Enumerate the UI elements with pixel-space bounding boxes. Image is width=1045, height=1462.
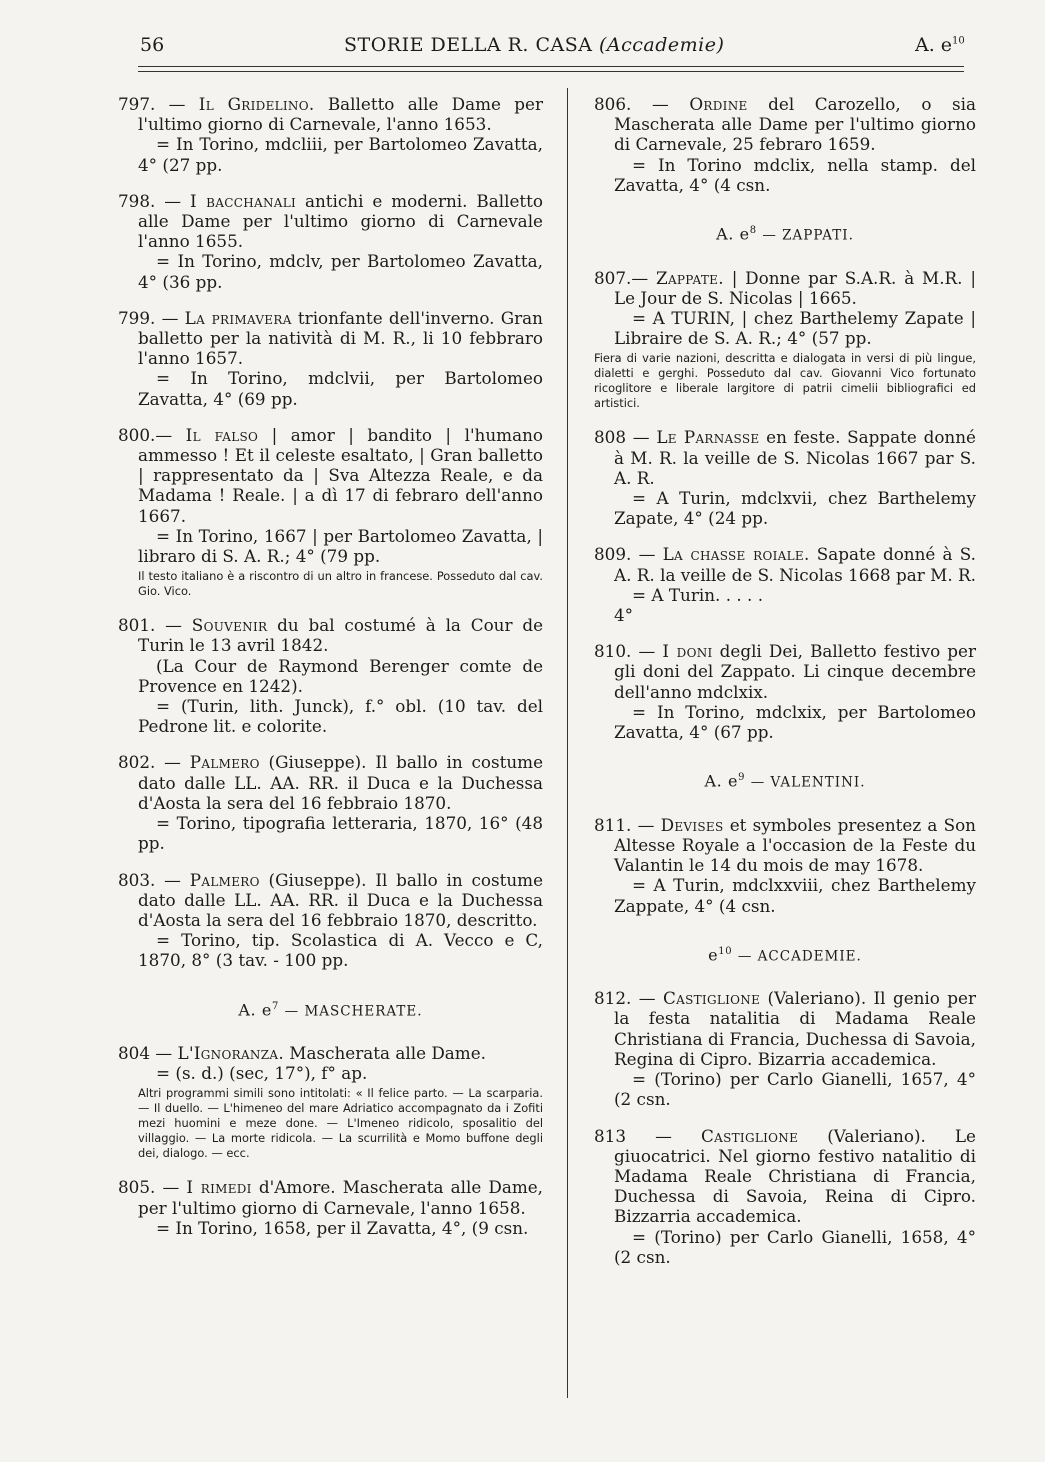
entry-number: 807.—	[594, 267, 649, 288]
entry-body	[594, 1126, 976, 1227]
entry-text: et symboles presentez a Son Altesse Royale a l'occasion de la Feste du Valantin le 14 du mois de may 1678.	[614, 814, 976, 876]
bibliography-entry	[594, 1126, 976, 1267]
entry-body	[118, 425, 543, 526]
running-title-italic: (Accademie)	[599, 34, 725, 56]
entry-lead-title: Le Parnasse	[656, 427, 760, 448]
entry-number: 805. —	[118, 1177, 180, 1198]
entry-text: (Giuseppe). Il ballo in costume dato dalle LL. AA. RR. il Duca e la Duchessa d'Aosta la sera del 16 febbraio 1870.	[138, 752, 544, 813]
entry-body	[594, 641, 976, 702]
left-column	[118, 94, 543, 1254]
entry-imprint: = In Torino mdclix, nella stamp. del Zavatta, 4° (4 csn.	[614, 154, 976, 195]
entry-body	[118, 308, 543, 369]
entry-lead-title: Il falso	[185, 424, 259, 445]
entry-imprint: = A Turin, mdclxxviii, chez Barthelemy Zappate, 4° (4 csn.	[614, 875, 976, 916]
running-section-label: A. e	[915, 34, 953, 56]
entry-body	[118, 752, 543, 813]
entry-body	[594, 815, 976, 876]
running-title-main: STORIE DELLA R. CASA	[344, 34, 593, 56]
section-sup: 8	[749, 225, 757, 237]
page-number: 56	[140, 34, 165, 56]
entry-body	[118, 1043, 543, 1063]
entry-text: Balletto alle Dame per l'ultimo giorno di Carnevale, l'anno 1653.	[138, 94, 543, 135]
entry-body	[594, 94, 976, 155]
entry-extra: 4°	[614, 604, 634, 625]
bibliography-entry	[594, 268, 976, 412]
bibliography-entry	[118, 1043, 543, 1161]
section-name: — ACCADEMIE.	[737, 948, 862, 965]
entry-imprint: = (Torino) per Carlo Gianelli, 1657, 4° (2 csn.	[614, 1069, 976, 1110]
entry-text: (Valeriano). Le giuocatrici. Nel giorno festivo natalitio di Madama Reale Christiana di Francia, Duchessa di Savoia, Reina di Cipro. Bizzarria accademica.	[614, 1125, 976, 1227]
entry-lead-title: Souvenir	[191, 615, 268, 636]
right-column	[594, 94, 976, 1283]
entry-number: 802. —	[118, 752, 181, 773]
left-entries-b	[118, 1043, 543, 1238]
entry-lead-title: Castiglione	[700, 1125, 799, 1146]
left-entries-a	[118, 94, 543, 971]
section-sup: 9	[738, 772, 746, 784]
entry-text: degli Dei, Balletto festivo per gli doni del Zappato. Li cinque decembre dell'anno mdclxix.	[614, 641, 976, 702]
bibliography-entry	[594, 544, 976, 625]
entry-text: Mascherata alle Dame.	[283, 1043, 486, 1064]
running-header	[0, 26, 1045, 66]
right-entries-c	[594, 815, 976, 916]
bibliography-entry	[118, 308, 543, 409]
section-label: A. e	[238, 999, 273, 1019]
entry-imprint: = In Torino, mdclvii, per Bartolomeo Zavatta, 4° (69 pp.	[138, 368, 543, 409]
entry-body	[118, 1177, 543, 1217]
entry-text: d'Amore. Mascherata alle Dame, per l'ultimo giorno di Carnevale, l'anno 1658.	[138, 1177, 544, 1218]
entry-body	[118, 94, 543, 134]
entry-number: 810. —	[594, 641, 656, 662]
running-section-sup: 10	[952, 35, 965, 47]
entry-imprint: = (Turin, lith. Junck), f.° obl. (10 tav. del Pedrone lit. e colorite.	[138, 696, 543, 737]
bibliography-entry	[118, 870, 543, 971]
entry-number: 800.—	[118, 424, 173, 445]
entry-text: trionfante dell'inverno. Gran balletto per la natività di M. R., li 10 febbraro l'anno 1657.	[138, 307, 543, 369]
running-section	[915, 34, 965, 56]
entry-body	[118, 870, 543, 931]
entry-lead-title: La chasse roiale.	[662, 544, 810, 565]
entry-imprint: = Torino, tip. Scolastica di A. Vecco e C, 1870, 8° (3 tav. - 100 pp.	[138, 930, 543, 971]
bibliography-entry	[118, 752, 543, 853]
entry-text: (Giuseppe). Il ballo in costume dato dalle LL. AA. RR. il Duca e la Duchessa d'Aosta la sera del 16 febbraio 1870, descritto.	[138, 869, 544, 930]
entry-text: | Donne par S.A.R. à M.R. | Le Jour de S. Nicolas | 1665.	[614, 267, 976, 308]
entry-text: del Carozello, o sia Mascherata alle Dame per l'ultimo giorno di Carnevale, 25 febraro 1659.	[614, 94, 976, 155]
entry-number: 797. —	[118, 94, 186, 114]
entry-body	[594, 268, 976, 308]
bibliography-entry	[594, 427, 976, 528]
bibliography-entry	[118, 1177, 543, 1238]
bibliography-entry	[594, 94, 976, 195]
entry-number: 808 —	[594, 427, 650, 448]
section-label: A. e	[716, 224, 750, 244]
entry-note: Altri programmi simili sono intitolati: « Il felice parto. — La scarparia. — Il duello. — L'himeneo del mare Adriatico accompagnato da i Zofiti mezi huomini e meze done. — L'Imeneo ridicolo, sposalitio del villaggio. — La morte ridicola. — La scurrilità e Momo buffone degli dei, dialogo. — ecc.	[138, 1086, 543, 1161]
entry-body	[594, 544, 976, 584]
entry-number: 806. —	[594, 94, 669, 114]
section-heading-valentini	[594, 768, 976, 793]
section-name: — VALENTINI.	[750, 774, 866, 791]
section-name: — MASCHERATE.	[284, 1002, 423, 1019]
entry-lead-title: La primavera	[184, 307, 292, 328]
entry-text: (Valeriano). Il genio per la festa natalitia di Madama Reale Christiana di Francia, Duchessa di Savoia, Regina di Cipro. Bizarria accademica.	[614, 988, 977, 1069]
section-heading-zappati	[594, 221, 976, 246]
header-rule-bottom	[138, 71, 964, 72]
right-entries-d	[594, 988, 976, 1267]
entry-lead-title: Ordine	[689, 94, 748, 114]
entry-body	[118, 191, 543, 252]
right-entries-a	[594, 94, 976, 195]
column-divider	[567, 88, 568, 1398]
section-heading-accademie	[594, 942, 976, 967]
bibliography-entry	[594, 815, 976, 916]
entry-number: 813 —	[594, 1125, 672, 1146]
section-label: e	[708, 945, 719, 965]
bibliography-entry	[118, 94, 543, 175]
entry-body	[594, 427, 976, 488]
entry-lead-title: Castiglione	[662, 988, 761, 1009]
section-sup: 10	[718, 945, 733, 957]
entry-number: 801. —	[118, 615, 182, 636]
entry-lead-title: Devises	[660, 814, 724, 835]
entry-lead-title: I bacchanali	[190, 190, 297, 211]
entry-lead-title: I doni	[662, 641, 713, 662]
header-rule-top	[138, 66, 964, 67]
bibliography-entry	[118, 425, 543, 599]
bibliography-entry	[118, 191, 543, 292]
entry-number: 811. —	[594, 814, 655, 835]
entry-lead-title: L'Ignoranza.	[177, 1043, 284, 1064]
entry-text: Sapate donné à S. A. R. la veille de S. Nicolas 1668 par M. R.	[614, 544, 977, 585]
section-sup: 7	[272, 1000, 279, 1012]
entry-text: | amor | bandito | l'humano ammesso ! Et il celeste esaltato, | Gran balletto | rappresentato da | Sva Altezza Reale, e da Madama ! Reale. | a dì 17 di febraro dell'anno 1667.	[138, 424, 543, 526]
running-title	[344, 34, 724, 56]
entry-imprint: = In Torino, 1667 | per Bartolomeo Zavatta, | libraro di S. A. R.; 4° (79 pp.	[138, 525, 543, 567]
entry-extra: (La Cour de Raymond Berenger comte de Provence en 1242).	[138, 655, 543, 696]
entry-text: en feste. Sappate donné à M. R. la veille de S. Nicolas 1667 par S. A. R.	[614, 427, 976, 488]
section-label: A. e	[704, 771, 739, 791]
entry-imprint: = A Turin, mdclxvii, chez Barthelemy Zapate, 4° (24 pp.	[614, 487, 976, 529]
entry-note: Fiera di varie nazioni, descritta e dialogata in versi di più lingue, dialetti e gerghi. Posseduto dal cav. Giovanni Vico fortunato ricoglitore e liberale largitore di patrii cimelii bibliografici ed artistici.	[594, 351, 976, 411]
entry-lead-title: Il Gridelino.	[198, 94, 315, 114]
entry-imprint: = A Turin. . . . .	[632, 584, 764, 605]
entry-imprint: = (s. d.) (sec, 17°), f° ap.	[156, 1063, 368, 1084]
bibliography-entry	[594, 641, 976, 742]
bibliography-entry	[118, 615, 543, 736]
section-heading-mascherate	[118, 997, 543, 1022]
entry-number: 809. —	[594, 544, 656, 565]
bibliography-entry	[594, 988, 976, 1109]
entry-note: Il testo italiano è a riscontro di un altro in francese. Posseduto dal cav. Gio. Vico.	[138, 569, 543, 599]
entry-imprint: = In Torino, mdcliii, per Bartolomeo Zavatta, 4° (27 pp.	[138, 134, 543, 175]
entry-lead-title: I rimedi	[186, 1177, 252, 1198]
entry-lead-title: Palmero	[189, 752, 260, 773]
entry-imprint: = In Torino, mdclxix, per Bartolomeo Zavatta, 4° (67 pp.	[614, 701, 976, 742]
entry-text: antichi e moderni. Balletto alle Dame per l'ultimo giorno di Carnevale l'anno 1655.	[138, 190, 543, 252]
entry-lead-title: Palmero	[189, 869, 260, 890]
right-entries-b	[594, 268, 976, 743]
entry-number: 803. —	[118, 869, 181, 890]
entry-imprint: = Torino, tipografia letteraria, 1870, 16° (48 pp.	[138, 813, 543, 854]
entry-body	[594, 988, 976, 1069]
entry-number: 799. —	[118, 307, 179, 328]
entry-text: du bal costumé à la Cour de Turin le 13 avril 1842.	[138, 615, 543, 656]
entry-number: 798. —	[118, 190, 182, 211]
entry-imprint: = In Torino, mdclv, per Bartolomeo Zavatta, 4° (36 pp.	[138, 251, 543, 292]
entry-number: 812. —	[594, 988, 656, 1009]
entry-body	[118, 615, 543, 655]
entry-imprint: = (Torino) per Carlo Gianelli, 1658, 4° (2 csn.	[614, 1226, 976, 1267]
entry-lead-title: Zappate.	[655, 267, 724, 288]
entry-imprint: = In Torino, 1658, per il Zavatta, 4°, (9 csn.	[156, 1217, 529, 1238]
entry-number: 804 —	[118, 1043, 173, 1064]
entry-imprint: = A TURIN, | chez Barthelemy Zapate | Libraire de S. A. R.; 4° (57 pp.	[614, 307, 976, 349]
section-name: — ZAPPATI.	[762, 227, 854, 244]
